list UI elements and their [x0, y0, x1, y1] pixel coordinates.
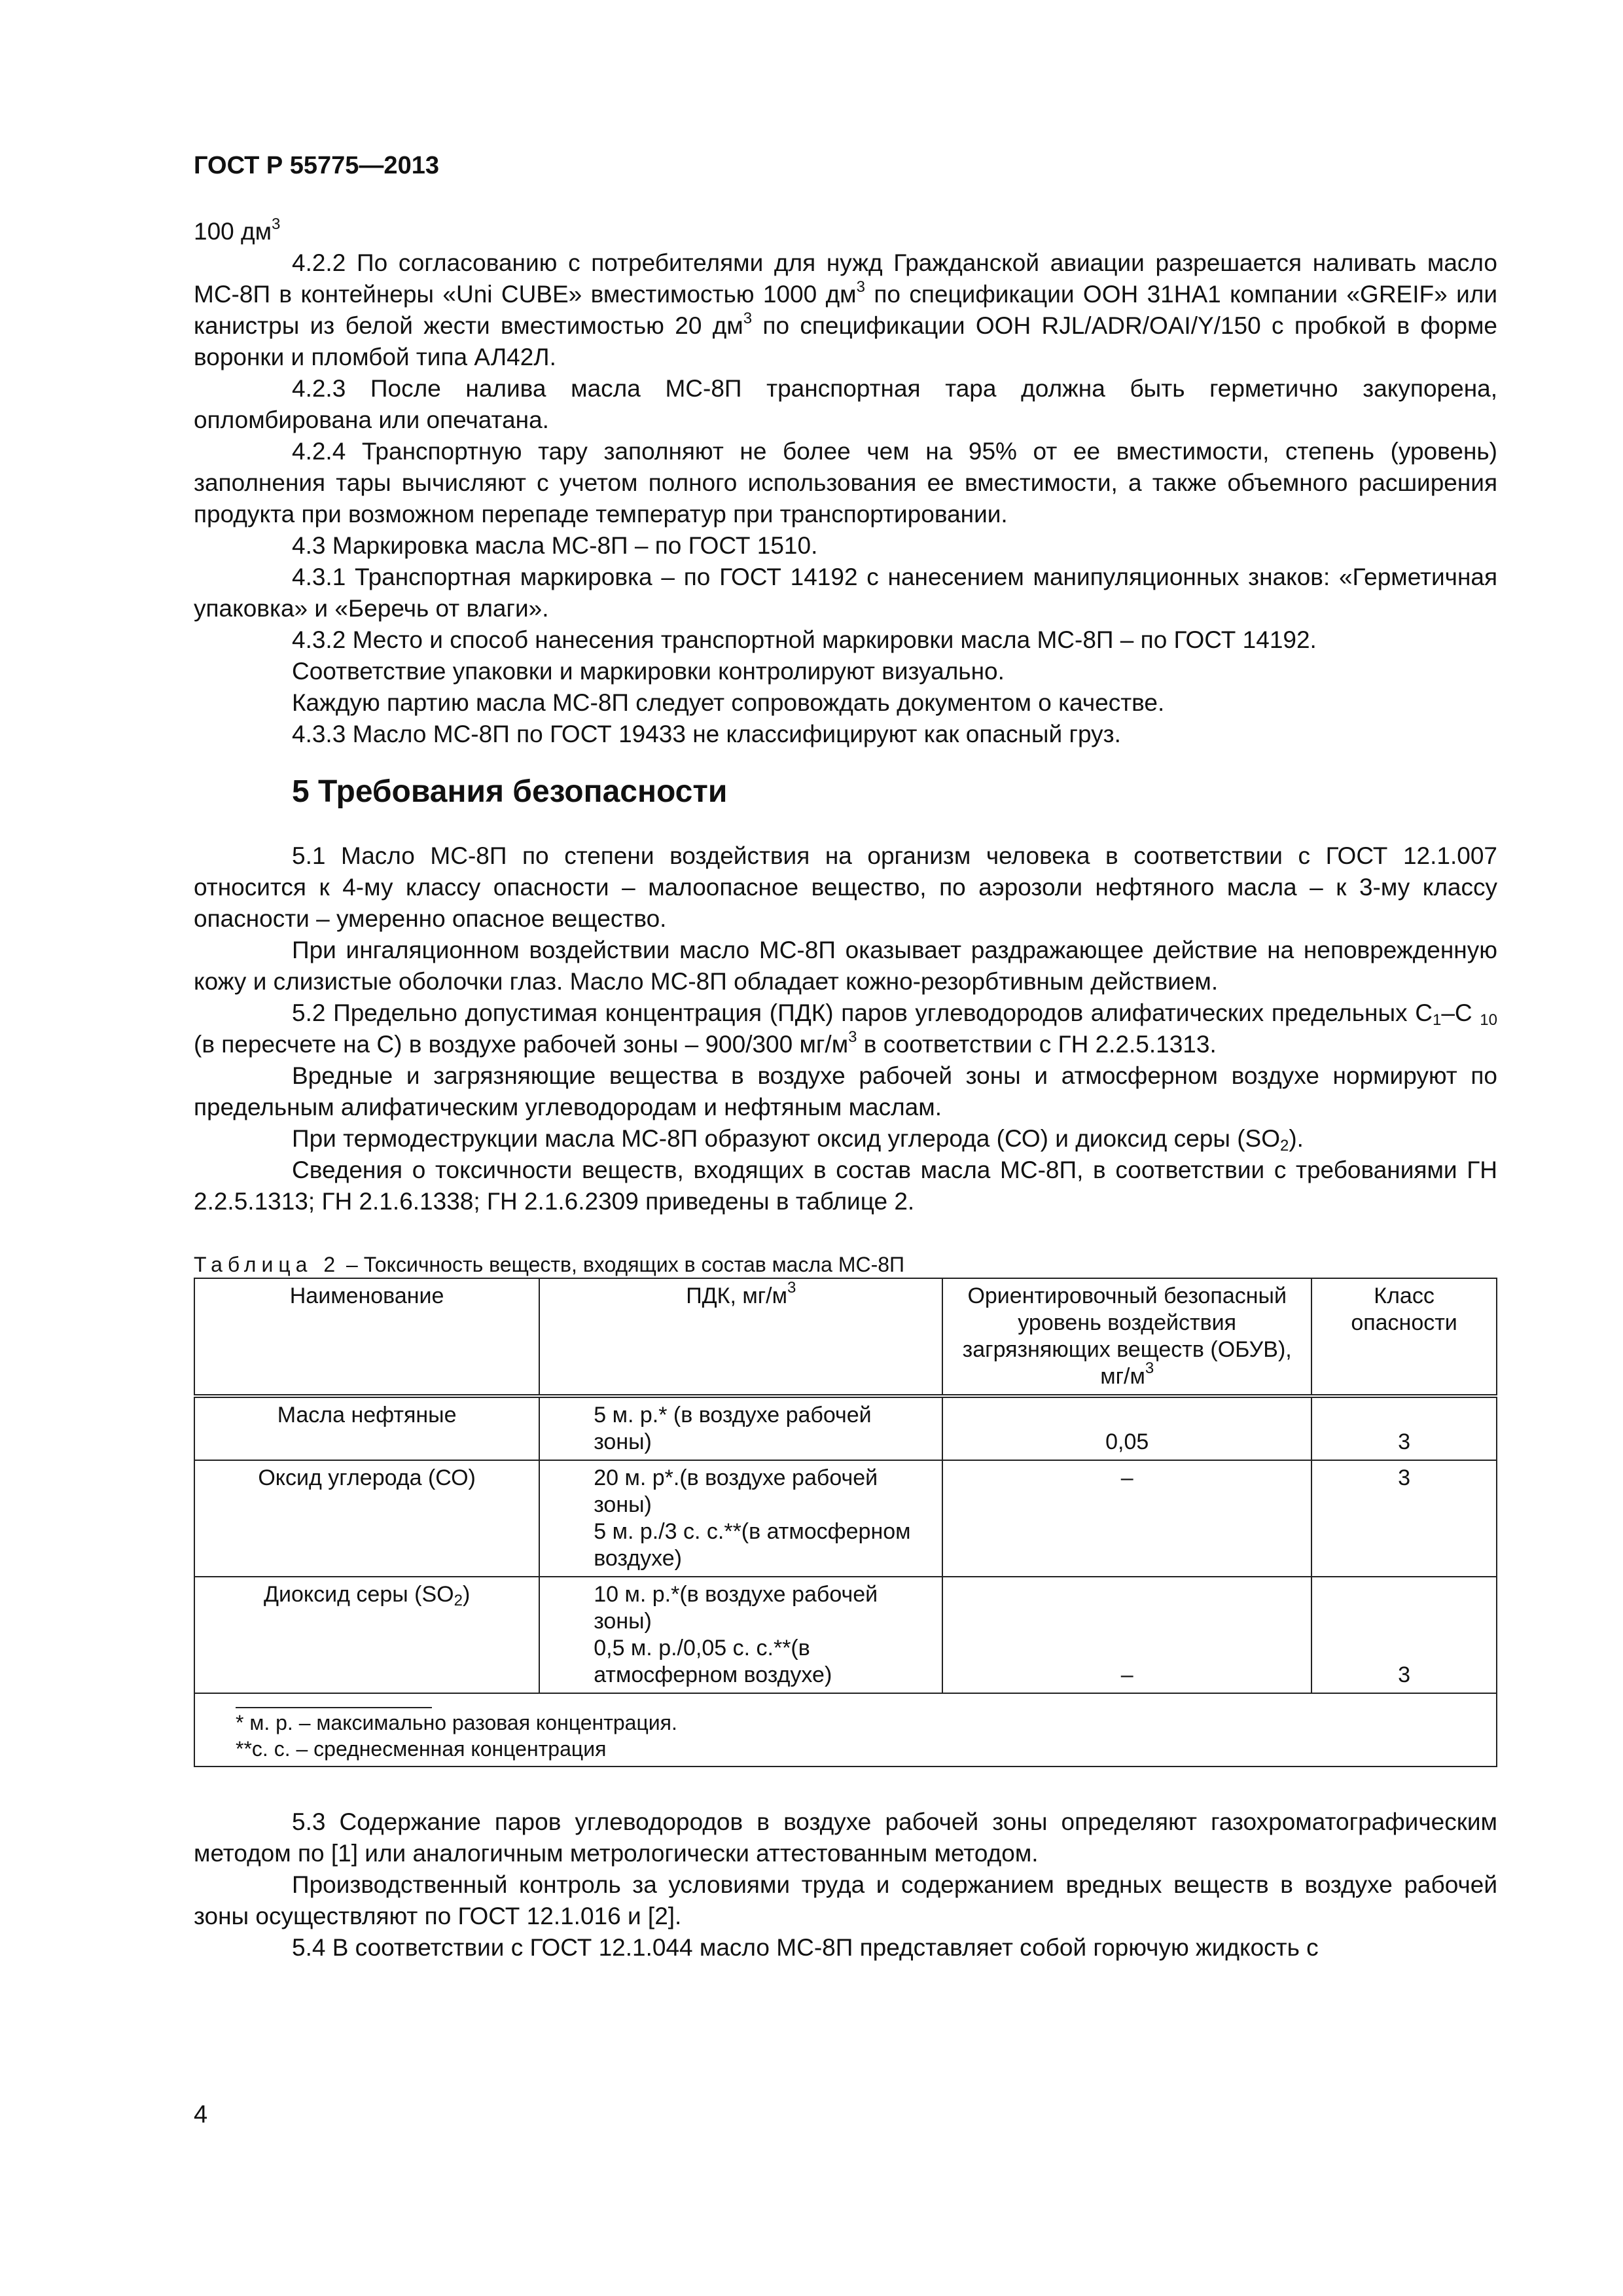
table-caption-text: – Токсичность веществ, входящих в состав масла МС-8П: [340, 1253, 905, 1276]
subscript: 10: [1480, 1011, 1497, 1029]
column-header-obuv: [942, 1278, 1311, 1396]
table-footnote-row: [194, 1693, 1497, 1767]
paragraph-quality-document: Каждую партию масла МС-8П следует сопровождать документом о качестве.: [292, 689, 1165, 716]
paragraph-4-2-2: [194, 247, 1497, 373]
subscript: 1: [1432, 1011, 1442, 1029]
paragraph-visual-control: Соответствие упаковки и маркировки контролируют визуально.: [292, 658, 1005, 685]
paragraph-4-2-3: 4.2.3 После налива масла МС-8П транспортная тара должна быть герметично закупорена, опломбирована или опечатана.: [194, 375, 1497, 433]
text: в соответствии с ГН 2.2.5.1313.: [857, 1031, 1217, 1058]
cell-obuv: –: [942, 1577, 1311, 1693]
pdk-work-zone: 10 м. р.*(в воздухе рабочей зоны): [594, 1582, 878, 1634]
pdk-atmosphere: 0,5 м. р./0,05 с. с.**(в атмосферном воздухе): [594, 1636, 832, 1687]
page-number: 4: [194, 2101, 208, 2128]
cell-class: 3: [1311, 1577, 1497, 1693]
toxicity-table: [194, 1278, 1497, 1767]
pdk-atmosphere: 5 м. р./3 с. с.**(в атмосферном воздухе): [594, 1519, 911, 1571]
paragraph-4-3-2: 4.3.2 Место и способ нанесения транспортной маркировки масла МС-8П – по ГОСТ 14192.: [292, 626, 1317, 653]
cell-obuv: 0,05: [942, 1396, 1311, 1460]
paragraph: [194, 216, 1497, 247]
text: Ориентировочный безопасный уровень воздействия загрязняющих веществ (ОБУВ), мг/м: [962, 1283, 1292, 1389]
cell-pdk: [539, 1460, 942, 1577]
table-footnotes: [194, 1693, 1497, 1767]
paragraph-4-3-3: 4.3.3 Масло МС-8П по ГОСТ 19433 не классифицируют как опасный груз.: [292, 721, 1121, 747]
superscript: 3: [856, 278, 865, 296]
cell-class: 3: [1311, 1396, 1497, 1460]
cell-name: [194, 1577, 539, 1693]
text: ): [462, 1582, 471, 1607]
paragraph-4-3: 4.3 Маркировка масла МС-8П – по ГОСТ 1510.: [292, 532, 818, 559]
cell-pdk: [539, 1396, 942, 1460]
text: по спецификации ООН 31НА1 компании «GREIF» или канистры из белой жести вместимостью 20 дм: [194, 281, 1497, 339]
table-caption-label: Таблица 2: [194, 1253, 341, 1276]
text: –С: [1441, 999, 1480, 1026]
paragraph-production-control: Производственный контроль за условиями труда и содержанием вредных веществ в воздухе рабочей зоны осуществляют по ГОСТ 12.1.016 и [2].: [194, 1871, 1497, 1929]
cell-obuv: –: [942, 1460, 1311, 1577]
superscript: 3: [743, 310, 753, 327]
cell-pdk: [539, 1577, 942, 1693]
document-header: ГОСТ Р 55775—2013: [194, 152, 439, 179]
text: (в пересчете на С) в воздухе рабочей зоны – 900/300 мг/м: [194, 1031, 849, 1058]
paragraph-5-1: 5.1 Масло МС-8П по степени воздействия на организм человека в соответствии с ГОСТ 12.1.007 относится к 4-му классу опасности – малоопасное вещество, по аэрозоли нефтяного масла – к 3-му классу опасности – умеренно опасное вещество.: [194, 842, 1497, 932]
superscript: 3: [848, 1028, 857, 1046]
text: 100 дм: [194, 218, 272, 245]
column-header-pdk: [539, 1278, 942, 1396]
cell-class: 3: [1311, 1460, 1497, 1577]
superscript: 3: [1145, 1359, 1154, 1377]
footnote: **с. с. – среднесменная концентрация: [236, 1737, 607, 1761]
paragraph-5-4: 5.4 В соответствии с ГОСТ 12.1.044 масло МС-8П представляет собой горючую жидкость с: [292, 1934, 1319, 1961]
section-title: 5 Требования безопасности: [292, 774, 728, 809]
footnote: * м. р. – максимально разовая концентрация.: [236, 1711, 677, 1734]
paragraph-4-3-1: 4.3.1 Транспортная маркировка – по ГОСТ 14192 с нанесением манипуляционных знаков: «Герметичная упаковка» и «Беречь от влаги».: [194, 564, 1497, 622]
text: по спецификации ООН RJL/ADR/OAI/Y/150 с пробкой в форме воронки и пломбой типа АЛ42Л.: [194, 312, 1497, 370]
cell-name: Оксид углерода (СО): [194, 1460, 539, 1577]
text: При термодеструкции масла МС-8П образуют оксид углерода (СО) и диоксид серы (SO: [292, 1125, 1280, 1152]
paragraph-thermal-destruction: [194, 1123, 1497, 1155]
paragraph-inhalation: При ингаляционном воздействии масло МС-8П оказывает раздражающее действие на неповрежденную кожу и слизистые оболочки глаз. Масло МС-8П обладает кожно-резорбтивным действием.: [194, 937, 1497, 995]
text: ).: [1289, 1125, 1304, 1152]
table-header-row: [194, 1278, 1497, 1396]
paragraph-5-2: [194, 997, 1497, 1060]
paragraph-toxicity-info: Сведения о токсичности веществ, входящих в состав масла МС-8П, в соответствии с требованиями ГН 2.2.5.1313; ГН 2.1.6.1338; ГН 2.1.6.2309 приведены в таблице 2.: [194, 1157, 1497, 1215]
pdk-work-zone: 5 м. р.* (в воздухе рабочей зоны): [594, 1403, 872, 1454]
table-row: [194, 1396, 1497, 1460]
column-header-class: Класс опасности: [1311, 1278, 1497, 1396]
document-body: [194, 216, 1497, 1964]
column-header-name: Наименование: [194, 1278, 539, 1396]
table-row: [194, 1577, 1497, 1693]
text: Диоксид серы (SO: [263, 1582, 454, 1607]
paragraph-5-3: 5.3 Содержание паров углеводородов в воздухе рабочей зоны определяют газохроматографическим методом по [1] или аналогичным метрологически аттестованным методом.: [194, 1808, 1497, 1867]
pdk-work-zone: 20 м. р*.(в воздухе рабочей зоны): [594, 1465, 878, 1517]
text: 4.2.2 По согласованию с потребителями для нужд Гражданской авиации разрешается наливать масло МС-8П в контейнеры «Uni CUBE» вместимостью 1000 дм: [194, 249, 1497, 308]
text: ПДК, мг/м: [686, 1283, 787, 1308]
paragraph-4-2-4: 4.2.4 Транспортную тару заполняют не более чем на 95% от ее вместимости, степень (уровень) заполнения тары вычисляют с учетом полного использования ее вместимости, а также объемного расширения продукта при возможном перепаде температур при транспортировании.: [194, 438, 1497, 528]
superscript: 3: [787, 1279, 796, 1297]
superscript: 3: [272, 215, 281, 233]
paragraph-harmful-substances: Вредные и загрязняющие вещества в воздухе рабочей зоны и атмосферном воздухе нормируют по предельным алифатическим углеводородам и нефтяным маслам.: [194, 1062, 1497, 1121]
subscript: 2: [454, 1592, 463, 1609]
footnote-divider: [236, 1707, 432, 1708]
cell-name: Масла нефтяные: [194, 1396, 539, 1460]
subscript: 2: [1279, 1137, 1289, 1155]
after-table-text: [194, 1806, 1497, 1964]
table-caption: [194, 1253, 1497, 1276]
table-row: [194, 1460, 1497, 1577]
text: 5.2 Предельно допустимая концентрация (ПДК) паров углеводородов алифатических предельных С: [292, 999, 1433, 1026]
